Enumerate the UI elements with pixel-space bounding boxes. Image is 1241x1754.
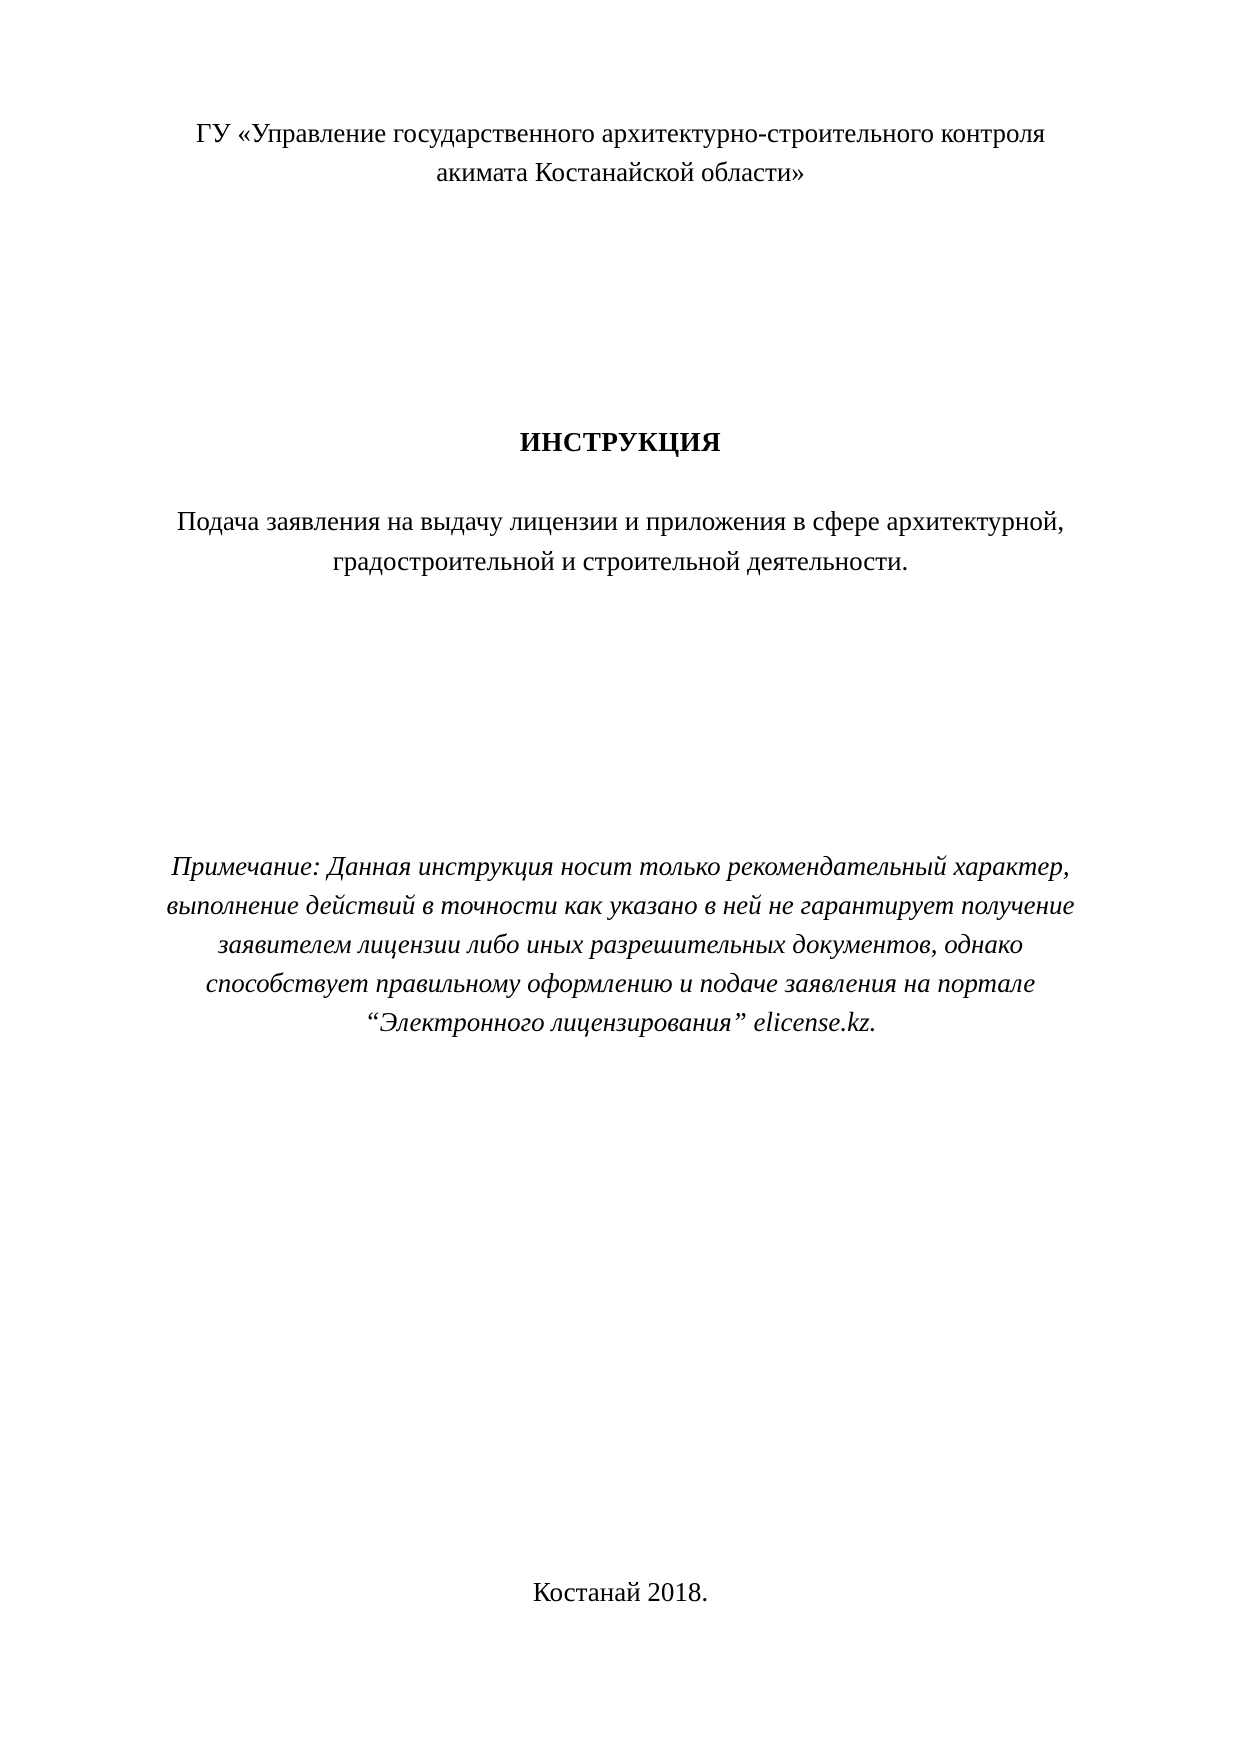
disclaimer-note-line-5: “Электронного лицензирования” elicense.kz. (364, 1007, 877, 1037)
document-subtitle (0, 501, 1241, 581)
disclaimer-note-line-2: выполнение действий в точности как указано в ней не гарантирует получение (166, 890, 1075, 920)
document-subtitle-line-1: Подача заявления на выдачу лицензии и приложения в сфере архитектурной, (176, 506, 1065, 536)
disclaimer-note-line-4: способствует правильному оформлению и подаче заявления на портале (205, 968, 1036, 998)
disclaimer-note (0, 847, 1241, 1042)
disclaimer-note-line-1: Примечание: Данная инструкция носит только рекомендательный характер, (171, 851, 1070, 881)
document-subtitle-line-2: градостроительной и строительной деятельности. (332, 546, 909, 576)
disclaimer-note-line-3: заявителем лицензии либо иных разрешительных документов, однако (217, 929, 1024, 959)
organization-header-line-1: ГУ «Управление государственного архитектурно-строительного контроля (195, 118, 1046, 148)
organization-header-line-2: акимата Костанайской области» (436, 157, 805, 187)
organization-header (0, 114, 1241, 192)
city-year-footer: Костанай 2018. (532, 1577, 709, 1607)
document-title: ИНСТРУКЦИЯ (519, 427, 722, 457)
